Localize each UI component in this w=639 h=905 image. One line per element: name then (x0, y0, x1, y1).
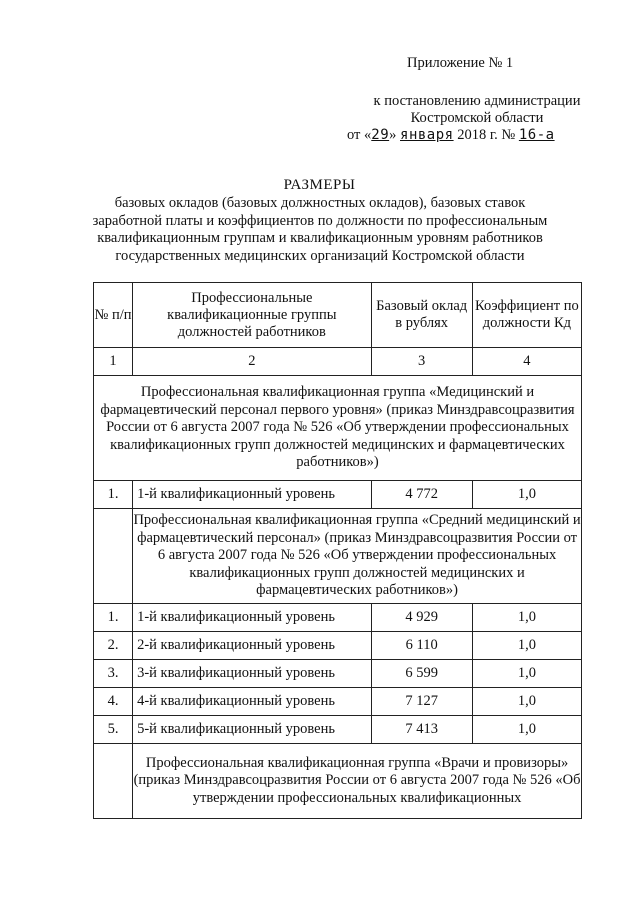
page-title: РАЗМЕРЫ (283, 177, 356, 193)
table-row (94, 660, 582, 688)
row-coef: 1,0 (472, 481, 581, 509)
row-salary: 6 110 (371, 632, 472, 660)
table-row (94, 604, 582, 632)
row-level: 1-й квалификационный уровень (133, 604, 371, 632)
row-salary: 6 599 (371, 660, 472, 688)
group-num-cell (94, 744, 133, 819)
row-salary: 4 772 (371, 481, 472, 509)
table-header-row (94, 283, 582, 348)
row-number: 2. (94, 632, 133, 660)
row-number: 5. (94, 716, 133, 744)
group-title: Профессиональная квалификационная группа «Медицинский и фармацевтический персонал первого уровня» (приказ Минздравсоцразвития России от 6 августа 2007 года № 526 «Об утверждении профессиональных квалификационных групп должностей медицинских и фармацевтических работников») (94, 376, 582, 481)
group-num-cell (94, 509, 133, 604)
table-row (94, 481, 582, 509)
column-number-row (94, 348, 582, 376)
page-subtitle: базовых окладов (базовых должностных окладов), базовых ставок заработной платы и коэффициентов по должности по профессиональным квалификационным группам и квалификационным уровням работников государственных медицинских организаций Костромской области (92, 195, 548, 264)
row-salary: 7 413 (371, 716, 472, 744)
group-title: Профессиональная квалификационная группа «Врачи и провизоры» (приказ Минздравсоцразвития России от 6 августа 2007 года № 526 «Об утверждении профессиональных квалификационных (133, 744, 582, 819)
group-row (94, 744, 582, 819)
row-coef: 1,0 (472, 688, 581, 716)
date-day: 29 (371, 127, 390, 143)
row-level: 3-й квалификационный уровень (133, 660, 371, 688)
appendix-label: Приложение № 1 (407, 55, 514, 71)
decree-line-1: к постановлению администрации (373, 93, 581, 109)
date-month: января (400, 127, 454, 143)
header-salary: Базовый оклад в рублях (371, 283, 472, 348)
col-number: 1 (94, 348, 133, 376)
date-year: 2018 г. № (457, 127, 516, 143)
row-level: 2-й квалификационный уровень (133, 632, 371, 660)
row-coef: 1,0 (472, 716, 581, 744)
row-level: 5-й квалификационный уровень (133, 716, 371, 744)
decree-line-2: Костромской области (410, 110, 544, 126)
header-num: № п/п (94, 283, 133, 348)
col-number: 3 (371, 348, 472, 376)
row-number: 3. (94, 660, 133, 688)
table-row (94, 688, 582, 716)
row-coef: 1,0 (472, 604, 581, 632)
date-prefix: от « (347, 127, 372, 143)
group-row (94, 509, 582, 604)
header-group: Профессиональные квалификационные группы должностей работников (133, 283, 371, 348)
group-row (94, 376, 582, 481)
decree-reference (357, 93, 597, 127)
row-level: 1-й квалификационный уровень (133, 481, 371, 509)
col-number: 4 (472, 348, 581, 376)
row-level: 4-й квалификационный уровень (133, 688, 371, 716)
group-title: Профессиональная квалификационная группа «Средний медицинский и фармацевтический персонал» (приказ Минздравсоцразвития России от 6 августа 2007 года № 526 «Об утверждении профессиональных квалификационных групп должностей медицинских и фармацевтических работников») (133, 509, 582, 604)
decree-date-line (347, 127, 555, 144)
table-row (94, 716, 582, 744)
row-coef: 1,0 (472, 632, 581, 660)
table-row (94, 632, 582, 660)
row-salary: 7 127 (371, 688, 472, 716)
row-number: 1. (94, 604, 133, 632)
decree-number: 16-а (518, 127, 555, 143)
date-mid: » (389, 127, 397, 143)
col-number: 2 (133, 348, 371, 376)
row-number: 4. (94, 688, 133, 716)
row-coef: 1,0 (472, 660, 581, 688)
row-salary: 4 929 (371, 604, 472, 632)
header-coef: Коэффициент по должности Кд (472, 283, 581, 348)
salary-table (93, 282, 582, 819)
row-number: 1. (94, 481, 133, 509)
